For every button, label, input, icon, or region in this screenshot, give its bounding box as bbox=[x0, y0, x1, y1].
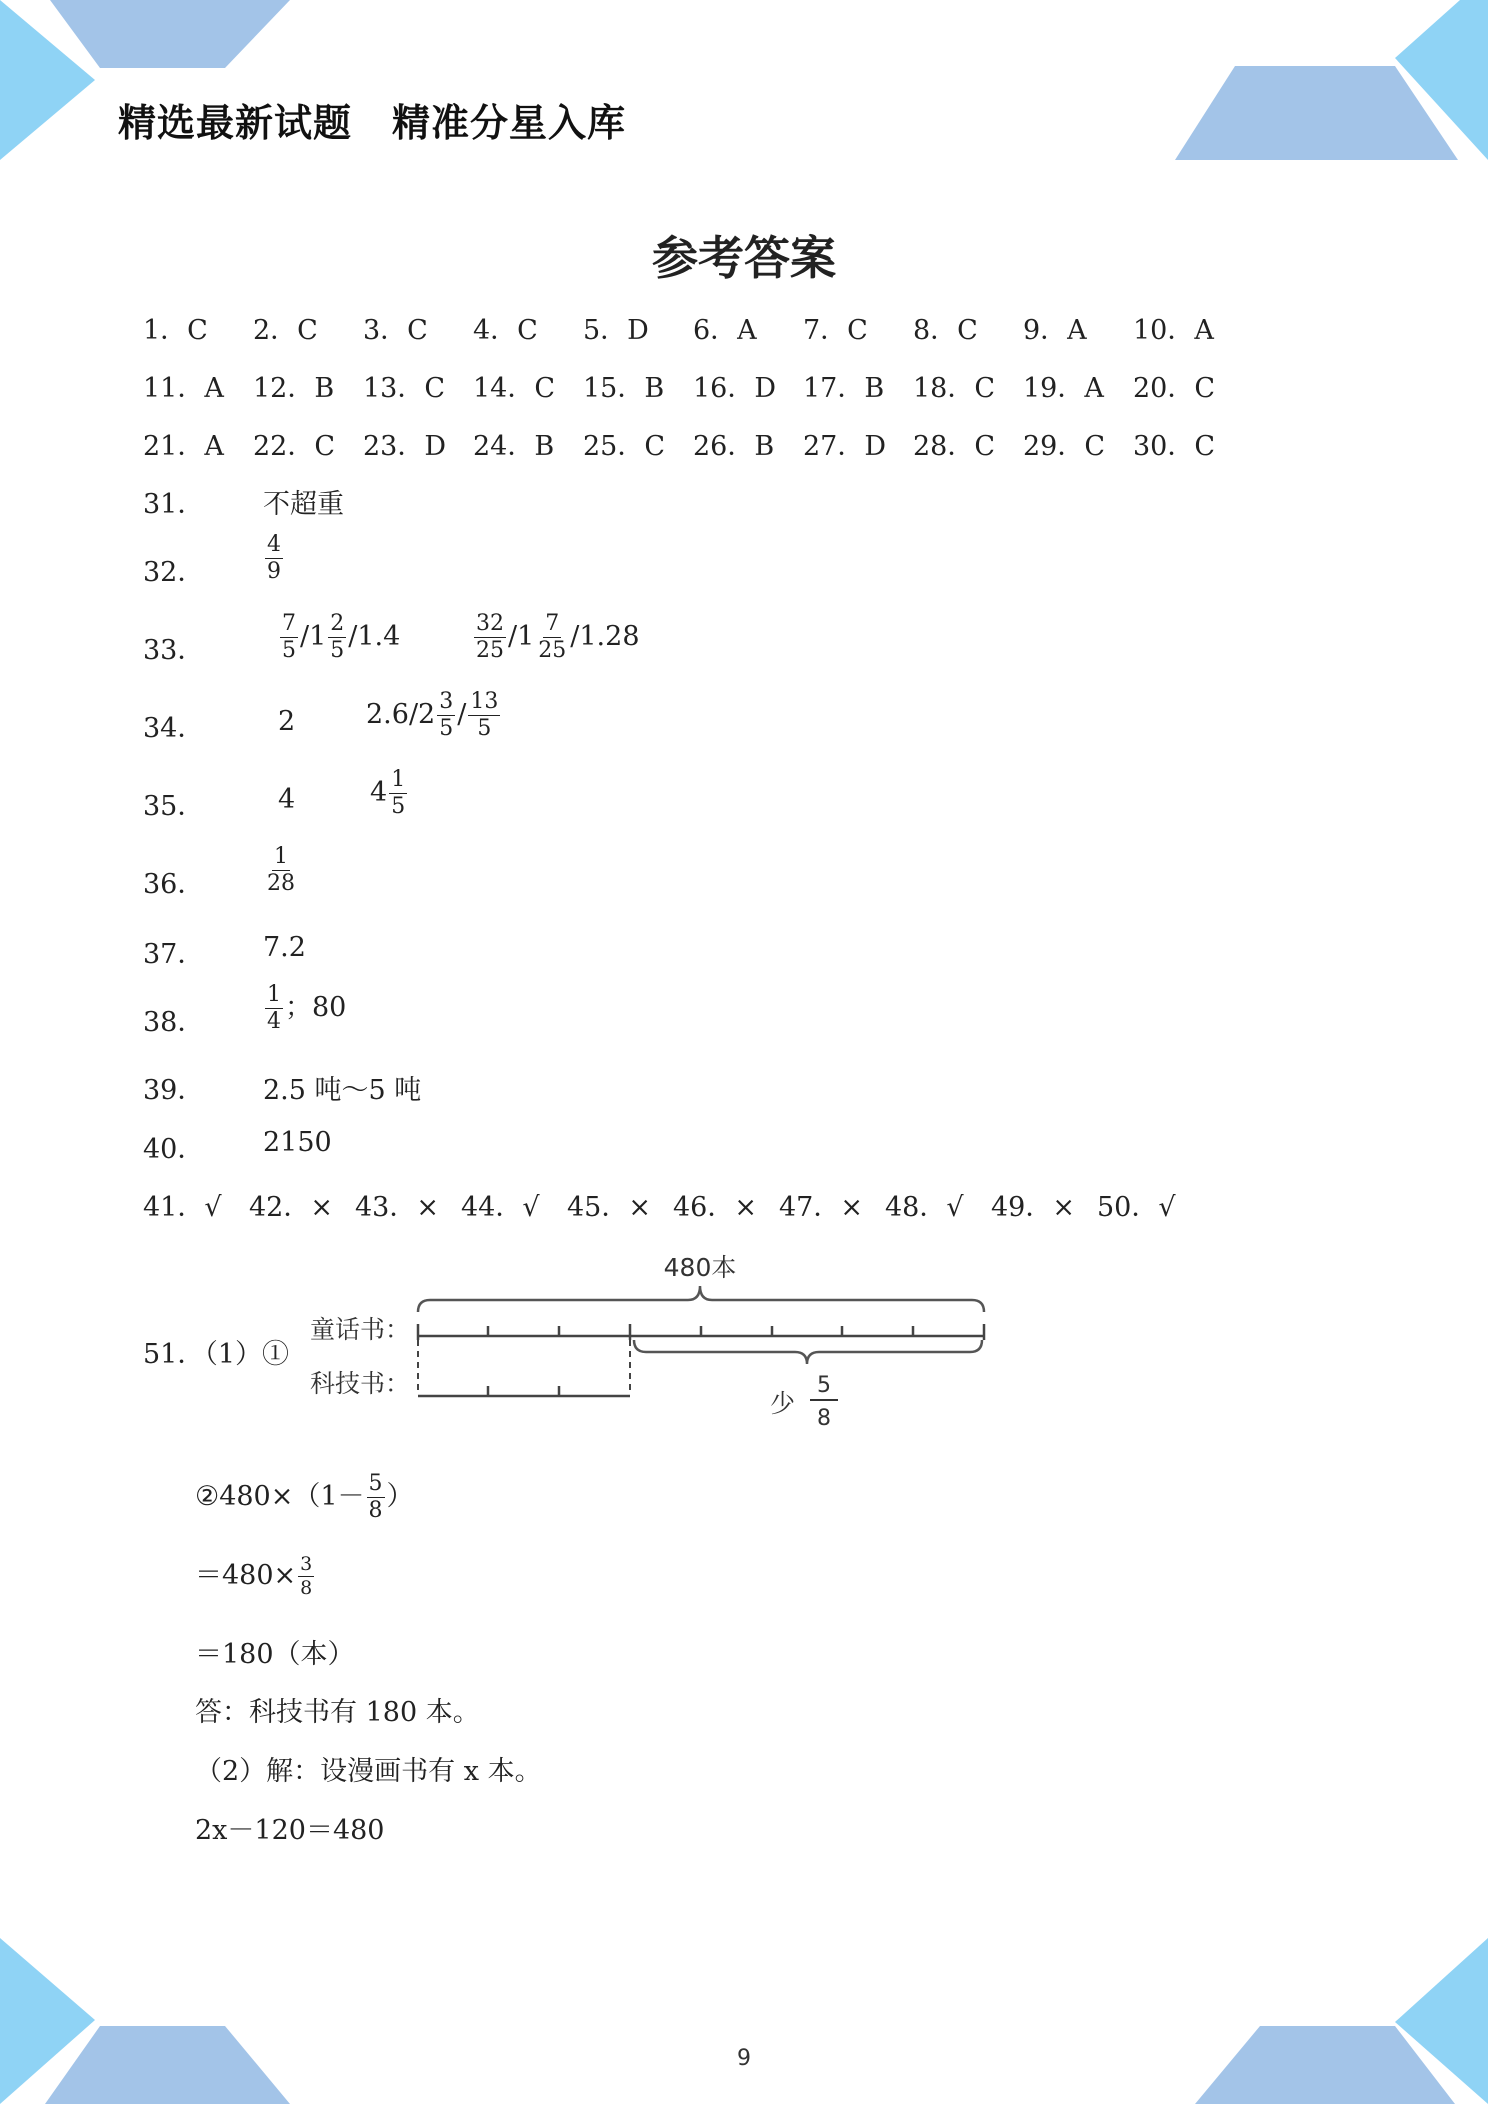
q38-number: 38． bbox=[143, 1007, 205, 1038]
diagram-row2-label: 科技书： bbox=[310, 1369, 411, 1398]
fraction: $\frac{2}{5}$ bbox=[330, 611, 345, 664]
mc-answer: 20．C bbox=[1133, 373, 1216, 404]
tf-answer: 50．√ bbox=[1097, 1192, 1176, 1223]
corner-trapezoid-top-left bbox=[50, 0, 290, 68]
header-slogan bbox=[118, 92, 626, 147]
tf-answer: 44．√ bbox=[461, 1192, 540, 1223]
mc-answer: 18．C bbox=[913, 373, 996, 404]
mc-answer: 5．D bbox=[583, 315, 649, 346]
q37-answer: 7.2 bbox=[263, 932, 306, 963]
q51-step2: ＝480× $\frac{3}{8}$ bbox=[195, 1553, 313, 1599]
mc-answer: 22．C bbox=[253, 431, 336, 462]
diagram-row1-label: 童话书： bbox=[310, 1315, 411, 1344]
tf-answer: 48．√ bbox=[885, 1192, 964, 1223]
mc-answer: 25．C bbox=[583, 431, 666, 462]
mc-answer: 29．C bbox=[1023, 431, 1106, 462]
fraction: $\frac{32}{25}$ bbox=[476, 611, 504, 664]
tf-answer: 47．× bbox=[779, 1192, 863, 1223]
mc-answer: 9．A bbox=[1023, 315, 1087, 346]
q36-number: 36． bbox=[143, 869, 205, 900]
q31-number: 31． bbox=[143, 489, 205, 520]
mc-answer: 23．D bbox=[363, 431, 447, 462]
q34-answer-a: 2 bbox=[278, 706, 296, 737]
q51-equation: 2x－120＝480 bbox=[195, 1815, 385, 1846]
q33-number: 33． bbox=[143, 635, 205, 666]
mc-answer: 30．C bbox=[1133, 431, 1216, 462]
mc-answer: 4．C bbox=[473, 315, 538, 346]
page-title: 参考答案 bbox=[652, 231, 836, 285]
diagram-less-label: 少 bbox=[770, 1389, 796, 1418]
diagram-top-brace bbox=[418, 1286, 984, 1312]
q35-answer-a: 4 bbox=[278, 784, 296, 815]
q51-answer: 答：科技书有 180 本。 bbox=[195, 1697, 480, 1728]
mc-answer: 11．A bbox=[143, 373, 224, 404]
mc-answer: 14．C bbox=[473, 373, 556, 404]
diagram-row2-ticks bbox=[488, 1386, 559, 1396]
fraction: $\frac{7}{5}$ bbox=[282, 611, 296, 664]
q40-answer: 2150 bbox=[263, 1127, 332, 1158]
diagram-less-numerator: 5 bbox=[817, 1373, 831, 1398]
fraction: $\frac{1}{5}$ bbox=[391, 767, 406, 820]
q51-part2: （2）解：设漫画书有 x 本。 bbox=[195, 1756, 542, 1787]
q34-answer-b: 2.6/2 $\frac{3}{5}$ / $\frac{13}{5}$ bbox=[366, 689, 499, 742]
q33-answer-b: $\frac{32}{25}$ /1 $\frac{7}{25}$ /1.28 bbox=[476, 611, 640, 664]
mc-answer: 8．C bbox=[913, 315, 978, 346]
header-right: 精准分星入库 bbox=[392, 101, 627, 145]
q31-answer: 不超重 bbox=[263, 489, 344, 520]
fraction: $\frac{13}{5}$ bbox=[470, 689, 499, 742]
diagram-lower-brace bbox=[634, 1340, 982, 1364]
fraction: $\frac{5}{8}$ bbox=[368, 1471, 383, 1524]
diagram-total-label: 480本 bbox=[663, 1253, 737, 1282]
fraction: $\frac{3}{5}$ bbox=[439, 689, 454, 742]
mc-answer: 7．C bbox=[803, 315, 868, 346]
mc-answer: 13．C bbox=[363, 373, 446, 404]
q51-step3: ＝180（本） bbox=[195, 1639, 355, 1670]
tf-answer: 42．× bbox=[249, 1192, 333, 1223]
mc-answer: 1．C bbox=[143, 315, 208, 346]
mc-answer: 10．A bbox=[1133, 315, 1214, 346]
fraction: $\frac{1}{4}$ bbox=[267, 982, 281, 1035]
tf-answer: 41．√ bbox=[143, 1192, 222, 1223]
mc-answer: 3．C bbox=[363, 315, 428, 346]
mc-answer: 21．A bbox=[143, 431, 224, 462]
fraction: $\frac{1}{28}$ bbox=[267, 844, 295, 897]
q32-answer bbox=[263, 533, 285, 584]
q51-label: 51．（1）① bbox=[143, 1339, 290, 1370]
mc-answer: 12．B bbox=[253, 373, 335, 404]
q39-number: 39． bbox=[143, 1075, 205, 1106]
mc-answer: 24．B bbox=[473, 431, 555, 462]
tf-answer: 43．× bbox=[355, 1192, 439, 1223]
mc-answer: 28．C bbox=[913, 431, 996, 462]
fraction: $\frac{7}{25}$ bbox=[538, 611, 567, 664]
tf-answer: 46．× bbox=[673, 1192, 757, 1223]
mc-answer: 26．B bbox=[693, 431, 775, 462]
header-left: 精选最新试题 bbox=[118, 101, 353, 145]
q39-answer: 2.5 吨～5 吨 bbox=[263, 1075, 422, 1106]
q40-number: 40． bbox=[143, 1134, 205, 1165]
q35-answer-b: 4 $\frac{1}{5}$ bbox=[370, 767, 406, 820]
page-number: 9 bbox=[737, 2046, 751, 2071]
fraction: $\frac{4}{9}$ bbox=[267, 532, 281, 585]
diagram-row1-ticks bbox=[418, 1324, 984, 1340]
mc-answer: 27．D bbox=[803, 431, 887, 462]
q33-answer-a: $\frac{7}{5}$ /1 $\frac{2}{5}$ /1.4 bbox=[282, 611, 401, 664]
mc-answer: 2．C bbox=[253, 315, 318, 346]
diagram-less-denominator: 8 bbox=[817, 1406, 831, 1431]
mc-answer: 6．A bbox=[693, 315, 757, 346]
q34-number: 34． bbox=[143, 713, 205, 744]
q32-number: 32． bbox=[143, 557, 205, 588]
mc-answer: 17．B bbox=[803, 373, 885, 404]
tf-answer: 49．× bbox=[991, 1192, 1075, 1223]
q35-number: 35． bbox=[143, 791, 205, 822]
line-segment-diagram bbox=[300, 1240, 1000, 1440]
tf-answer: 45．× bbox=[567, 1192, 651, 1223]
q37-number: 37． bbox=[143, 939, 205, 970]
q38-answer: $\frac{1}{4}$ ；80 bbox=[267, 982, 347, 1035]
mc-answer: 15．B bbox=[583, 373, 665, 404]
fraction: $\frac{3}{8}$ bbox=[300, 1553, 313, 1599]
mc-answer: 19．A bbox=[1023, 373, 1104, 404]
mc-answer: 16．D bbox=[693, 373, 777, 404]
q51-step1: ②480×（1－ $\frac{5}{8}$ ） bbox=[195, 1471, 414, 1524]
q36-answer bbox=[263, 845, 299, 896]
